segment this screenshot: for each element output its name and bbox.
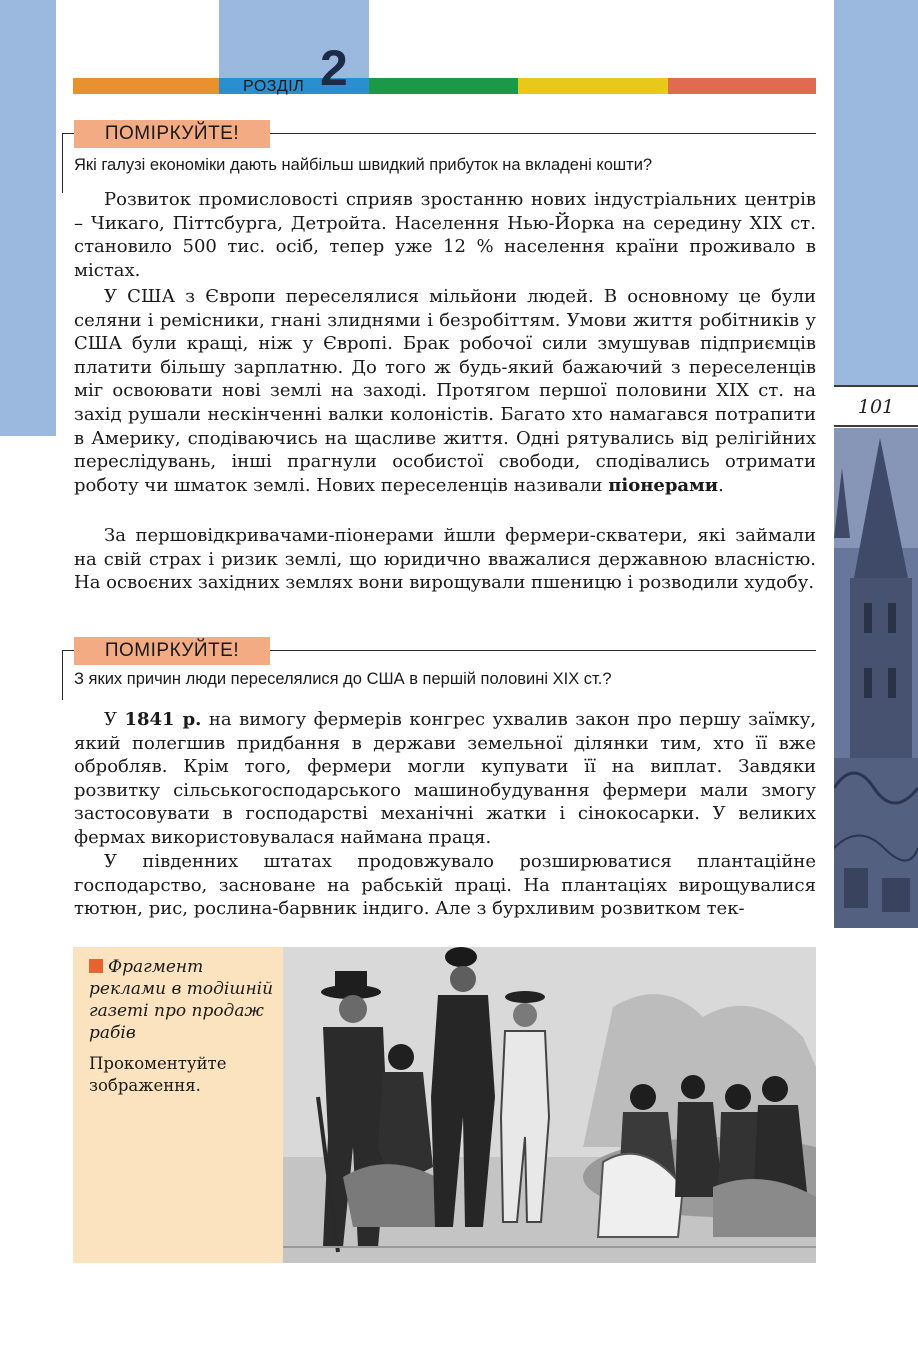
color-band-yellow: [518, 78, 668, 94]
color-band-orange: [73, 78, 219, 94]
margin-strip: [834, 0, 918, 385]
paragraph: За першовідкривачами-піонерами йшли фермери-скватери, які займали на свій страх і ризик землі, що юридично вважалися державною власністю. На освоєних західних землях вони вирощували пшеницю і розводили худобу.: [74, 525, 816, 594]
color-band-green: [369, 78, 518, 94]
key-term: піонерами: [608, 474, 719, 496]
color-band-red: [668, 78, 816, 94]
think-label: ПОМІРКУЙТЕ!: [74, 637, 270, 665]
margin-illustration: [834, 428, 918, 928]
paragraph: У США з Європи переселялися мільйони людей. В основному це були селяни і ремісники, гнані злиднями і безробіттям. Умови життя робітників у США були кращі, ніж у Європі. Брак робочої сили змушував підприємців платити більшу зарплатню. До того ж будь-який бажаючий з переселенців міг освоювати нові землі на заході. Протягом першої половини XIX ст. на захід рушали нескінченні валки колоністів. Багато хто намагався потрапити в Америку, сподіваючись на щасливе життя. Одні рятувались від релігійних переслідувань, інші прагнули особистої свободи, сподівались отримати роботу чи шматок землі. Нових переселенців називали піонерами.: [74, 286, 816, 496]
page-number: 101: [857, 396, 895, 418]
gothic-tower-image: [834, 428, 918, 928]
paragraph: У 1841 р. на вимогу фермерів конгрес ухвалив закон про першу заїмку, який полегшив придбання в держави земельної ділянки тим, хто її вже обробляв. Крім того, фермери могли купувати її на виплат. Завдяки розвитку сільськогосподарського машинобудування фермери мали змогу застосовувати в господарстві механічні жатки і сінокосарки. У великих фермах використовувалася наймана праця.: [74, 709, 817, 848]
think-box-bracket: [62, 650, 63, 700]
paragraph: У південних штатах продовжувало розширюватися плантаційне господарство, засноване на рабській праці. На плантаціях вирощувалися тютюн, рис, рослина-барвник індиго. Але з бурхливим розвитком тек-: [74, 851, 816, 920]
figure-caption-title: Фрагмент реклами в тодішній газеті про продаж рабів: [89, 957, 274, 1043]
figure-caption-box: [73, 947, 283, 1263]
think-question: Які галузі економіки дають найбільш швидкий прибуток на вкладені кошти?: [74, 156, 653, 174]
chapter-side-tab: [0, 0, 56, 436]
chapter-label: РОЗДІЛ: [243, 78, 305, 95]
think-label: ПОМІРКУЙТЕ!: [74, 120, 270, 148]
paragraph: Розвиток промисловості сприяв зростанню нових індустріальних центрів – Чикаго, Піттсбурга, Детройта. Населення Нью-Йорка на середину XIX ст. становило 500 тис. осіб, тепер уже 12 % населення країни проживало в містах.: [74, 189, 816, 281]
slave-sale-engraving: [283, 947, 816, 1263]
think-question: З яких причин люди переселялися до США в першій половині XIX ст.?: [74, 670, 612, 688]
page-number-box: [834, 385, 918, 427]
chapter-number: 2: [320, 40, 348, 96]
key-date: 1841 р.: [124, 709, 202, 730]
engraving-image: [283, 947, 816, 1263]
think-box-bracket: [62, 133, 63, 193]
figure-caption-task: Прокоментуйте зображення.: [89, 1054, 227, 1095]
